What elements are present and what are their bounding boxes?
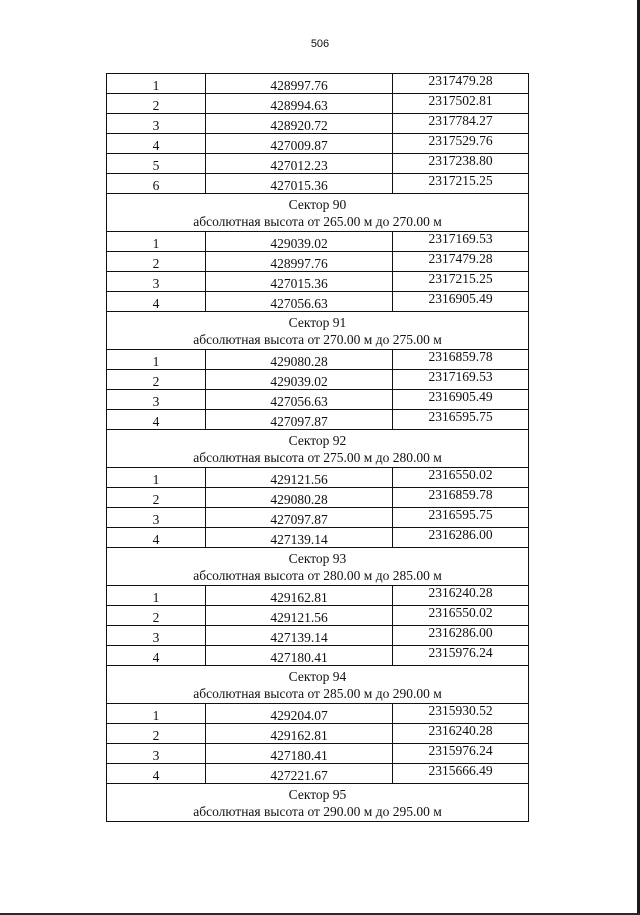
x-coordinate-value: 427056.63 [270, 295, 328, 311]
x-coordinate-value: 427056.63 [270, 393, 328, 409]
point-number-cell [107, 704, 206, 724]
x-coordinate-cell [206, 704, 393, 724]
y-coordinate-value: 2317479.28 [428, 73, 493, 88]
point-number-cell [107, 410, 206, 430]
x-coordinate-cell [206, 94, 393, 114]
y-coordinate-value: 2315976.24 [428, 743, 493, 758]
x-coordinate-cell [206, 744, 393, 764]
y-coordinate-value: 2316550.02 [428, 467, 493, 482]
table-row [107, 252, 529, 272]
table-row [107, 350, 529, 370]
sector-title: Сектор 95 [288, 786, 347, 802]
y-coordinate-cell [393, 134, 529, 154]
sector-title: Сектор 90 [288, 196, 347, 212]
table-row [107, 134, 529, 154]
x-coordinate-value: 428997.76 [270, 77, 328, 93]
y-coordinate-cell [393, 744, 529, 764]
point-number-value: 3 [152, 511, 160, 527]
table-row [107, 272, 529, 292]
x-coordinate-value: 429080.28 [270, 491, 328, 507]
point-number-value: 2 [152, 255, 160, 271]
x-coordinate-value: 427015.36 [270, 177, 328, 193]
y-coordinate-cell [393, 370, 529, 390]
x-coordinate-cell [206, 410, 393, 430]
point-number-cell [107, 94, 206, 114]
sector-header-cell [107, 666, 529, 704]
point-number-cell [107, 390, 206, 410]
y-coordinate-cell [393, 114, 529, 134]
table-row [107, 232, 529, 252]
point-number-value: 1 [152, 471, 160, 487]
point-number-value: 2 [152, 609, 160, 625]
point-number-cell [107, 292, 206, 312]
table-row [107, 94, 529, 114]
point-number-cell [107, 606, 206, 626]
point-number-value: 2 [152, 491, 160, 507]
y-coordinate-value: 2316286.00 [428, 625, 493, 640]
table-row [107, 528, 529, 548]
coordinates-table-body [107, 74, 529, 822]
y-coordinate-value: 2317238.80 [428, 153, 493, 168]
y-coordinate-value: 2316595.75 [428, 409, 493, 424]
x-coordinate-cell [206, 764, 393, 784]
point-number-value: 4 [152, 137, 160, 153]
x-coordinate-cell [206, 508, 393, 528]
y-coordinate-value: 2315976.24 [428, 645, 493, 660]
point-number-cell [107, 468, 206, 488]
y-coordinate-cell [393, 174, 529, 194]
x-coordinate-value: 429039.02 [270, 235, 328, 251]
x-coordinate-cell [206, 724, 393, 744]
point-number-cell [107, 488, 206, 508]
sector-altitude-range: абсолютная высота от 265.00 м до 270.00 м [193, 213, 442, 229]
sector-title: Сектор 93 [288, 550, 347, 566]
y-coordinate-value: 2316905.49 [428, 291, 493, 306]
x-coordinate-value: 427180.41 [270, 649, 328, 665]
point-number-value: 3 [152, 117, 160, 133]
y-coordinate-cell [393, 528, 529, 548]
y-coordinate-cell [393, 488, 529, 508]
sector-title: Сектор 94 [288, 668, 347, 684]
y-coordinate-value: 2317502.81 [428, 93, 493, 108]
sector-header-row [107, 666, 529, 704]
point-number-cell [107, 252, 206, 272]
y-coordinate-value: 2316240.28 [428, 585, 493, 600]
point-number-cell [107, 646, 206, 666]
x-coordinate-value: 427221.67 [270, 767, 328, 783]
y-coordinate-value: 2316859.78 [428, 487, 493, 502]
y-coordinate-cell [393, 94, 529, 114]
point-number-value: 2 [152, 727, 160, 743]
sector-altitude-range: абсолютная высота от 280.00 м до 285.00 м [193, 567, 442, 583]
x-coordinate-value: 428997.76 [270, 255, 328, 271]
point-number-value: 4 [152, 531, 160, 547]
sector-header-cell [107, 548, 529, 586]
x-coordinate-value: 429162.81 [270, 727, 328, 743]
y-coordinate-value: 2316905.49 [428, 389, 493, 404]
x-coordinate-cell [206, 646, 393, 666]
y-coordinate-cell [393, 508, 529, 528]
point-number-cell [107, 370, 206, 390]
point-number-cell [107, 232, 206, 252]
x-coordinate-value: 429121.56 [270, 471, 328, 487]
sector-header-row [107, 194, 529, 232]
x-coordinate-value: 429039.02 [270, 373, 328, 389]
x-coordinate-value: 428994.63 [270, 97, 328, 113]
point-number-value: 2 [152, 97, 160, 113]
point-number-cell [107, 114, 206, 134]
table-row [107, 606, 529, 626]
y-coordinate-value: 2316859.78 [428, 349, 493, 364]
point-number-cell [107, 586, 206, 606]
point-number-cell [107, 724, 206, 744]
x-coordinate-cell [206, 528, 393, 548]
x-coordinate-value: 427009.87 [270, 137, 328, 153]
sector-title: Сектор 92 [288, 432, 347, 448]
sector-header-cell [107, 194, 529, 232]
y-coordinate-cell [393, 350, 529, 370]
x-coordinate-cell [206, 134, 393, 154]
y-coordinate-cell [393, 586, 529, 606]
y-coordinate-cell [393, 626, 529, 646]
x-coordinate-cell [206, 154, 393, 174]
y-coordinate-cell [393, 272, 529, 292]
y-coordinate-value: 2317169.53 [428, 231, 493, 246]
table-row [107, 488, 529, 508]
table-row [107, 292, 529, 312]
y-coordinate-value: 2317215.25 [428, 271, 493, 286]
x-coordinate-cell [206, 114, 393, 134]
point-number-value: 1 [152, 353, 160, 369]
x-coordinate-cell [206, 232, 393, 252]
point-number-value: 3 [152, 747, 160, 763]
point-number-value: 4 [152, 413, 160, 429]
y-coordinate-cell [393, 468, 529, 488]
sector-header-row [107, 784, 529, 822]
y-coordinate-cell [393, 724, 529, 744]
x-coordinate-value: 429080.28 [270, 353, 328, 369]
table-row [107, 704, 529, 724]
point-number-value: 5 [152, 157, 160, 173]
table-row [107, 114, 529, 134]
table-row [107, 764, 529, 784]
table-row [107, 646, 529, 666]
y-coordinate-value: 2317784.27 [428, 113, 493, 128]
x-coordinate-cell [206, 350, 393, 370]
table-row [107, 74, 529, 94]
point-number-value: 1 [152, 77, 160, 93]
table-row [107, 586, 529, 606]
point-number-value: 1 [152, 707, 160, 723]
table-row [107, 626, 529, 646]
y-coordinate-cell [393, 74, 529, 94]
table-row [107, 724, 529, 744]
x-coordinate-cell [206, 626, 393, 646]
y-coordinate-value: 2317479.28 [428, 251, 493, 266]
point-number-value: 3 [152, 393, 160, 409]
x-coordinate-cell [206, 390, 393, 410]
x-coordinate-value: 428920.72 [270, 117, 328, 133]
x-coordinate-cell [206, 272, 393, 292]
y-coordinate-cell [393, 232, 529, 252]
coordinates-table [106, 73, 529, 822]
table-row [107, 508, 529, 528]
sector-header-row [107, 430, 529, 468]
y-coordinate-value: 2317529.76 [428, 133, 493, 148]
x-coordinate-value: 427097.87 [270, 511, 328, 527]
sector-altitude-range: абсолютная высота от 285.00 м до 290.00 м [193, 685, 442, 701]
x-coordinate-cell [206, 74, 393, 94]
sector-altitude-range: абсолютная высота от 270.00 м до 275.00 м [193, 331, 442, 347]
point-number-value: 1 [152, 235, 160, 251]
sector-altitude-range: абсолютная высота от 290.00 м до 295.00 м [193, 803, 442, 819]
sector-header-cell [107, 784, 529, 822]
y-coordinate-cell [393, 606, 529, 626]
point-number-value: 4 [152, 649, 160, 665]
x-coordinate-value: 429121.56 [270, 609, 328, 625]
x-coordinate-value: 427015.36 [270, 275, 328, 291]
point-number-value: 3 [152, 275, 160, 291]
x-coordinate-cell [206, 468, 393, 488]
point-number-cell [107, 350, 206, 370]
y-coordinate-value: 2315930.52 [428, 703, 493, 718]
point-number-value: 1 [152, 589, 160, 605]
point-number-value: 3 [152, 629, 160, 645]
x-coordinate-value: 427139.14 [270, 531, 328, 547]
x-coordinate-value: 427097.87 [270, 413, 328, 429]
y-coordinate-value: 2316550.02 [428, 605, 493, 620]
y-coordinate-cell [393, 154, 529, 174]
point-number-value: 4 [152, 295, 160, 311]
x-coordinate-value: 427180.41 [270, 747, 328, 763]
point-number-cell [107, 74, 206, 94]
x-coordinate-value: 427139.14 [270, 629, 328, 645]
page-number: 506 [310, 38, 330, 50]
y-coordinate-value: 2317169.53 [428, 369, 493, 384]
point-number-value: 2 [152, 373, 160, 389]
y-coordinate-cell [393, 390, 529, 410]
x-coordinate-cell [206, 606, 393, 626]
sector-altitude-range: абсолютная высота от 275.00 м до 280.00 м [193, 449, 442, 465]
x-coordinate-cell [206, 586, 393, 606]
point-number-value: 6 [152, 177, 160, 193]
point-number-cell [107, 272, 206, 292]
sector-header-cell [107, 312, 529, 350]
y-coordinate-cell [393, 252, 529, 272]
point-number-cell [107, 174, 206, 194]
point-number-cell [107, 508, 206, 528]
table-row [107, 390, 529, 410]
x-coordinate-value: 429162.81 [270, 589, 328, 605]
x-coordinate-cell [206, 252, 393, 272]
y-coordinate-value: 2316240.28 [428, 723, 493, 738]
table-row [107, 370, 529, 390]
y-coordinate-value: 2316595.75 [428, 507, 493, 522]
point-number-value: 4 [152, 767, 160, 783]
x-coordinate-cell [206, 292, 393, 312]
y-coordinate-cell [393, 292, 529, 312]
sector-header-row [107, 548, 529, 586]
sector-header-row [107, 312, 529, 350]
table-row [107, 468, 529, 488]
point-number-cell [107, 764, 206, 784]
point-number-cell [107, 154, 206, 174]
y-coordinate-value: 2316286.00 [428, 527, 493, 542]
x-coordinate-value: 427012.23 [270, 157, 328, 173]
sector-title: Сектор 91 [288, 314, 347, 330]
sector-header-cell [107, 430, 529, 468]
point-number-cell [107, 744, 206, 764]
x-coordinate-cell [206, 488, 393, 508]
table-row [107, 174, 529, 194]
y-coordinate-value: 2317215.25 [428, 173, 493, 188]
point-number-cell [107, 528, 206, 548]
x-coordinate-value: 429204.07 [270, 707, 328, 723]
point-number-cell [107, 626, 206, 646]
table-row [107, 744, 529, 764]
y-coordinate-cell [393, 764, 529, 784]
y-coordinate-value: 2315666.49 [428, 763, 493, 778]
table-row [107, 410, 529, 430]
x-coordinate-cell [206, 370, 393, 390]
y-coordinate-cell [393, 410, 529, 430]
table-row [107, 154, 529, 174]
y-coordinate-cell [393, 646, 529, 666]
y-coordinate-cell [393, 704, 529, 724]
x-coordinate-cell [206, 174, 393, 194]
point-number-cell [107, 134, 206, 154]
